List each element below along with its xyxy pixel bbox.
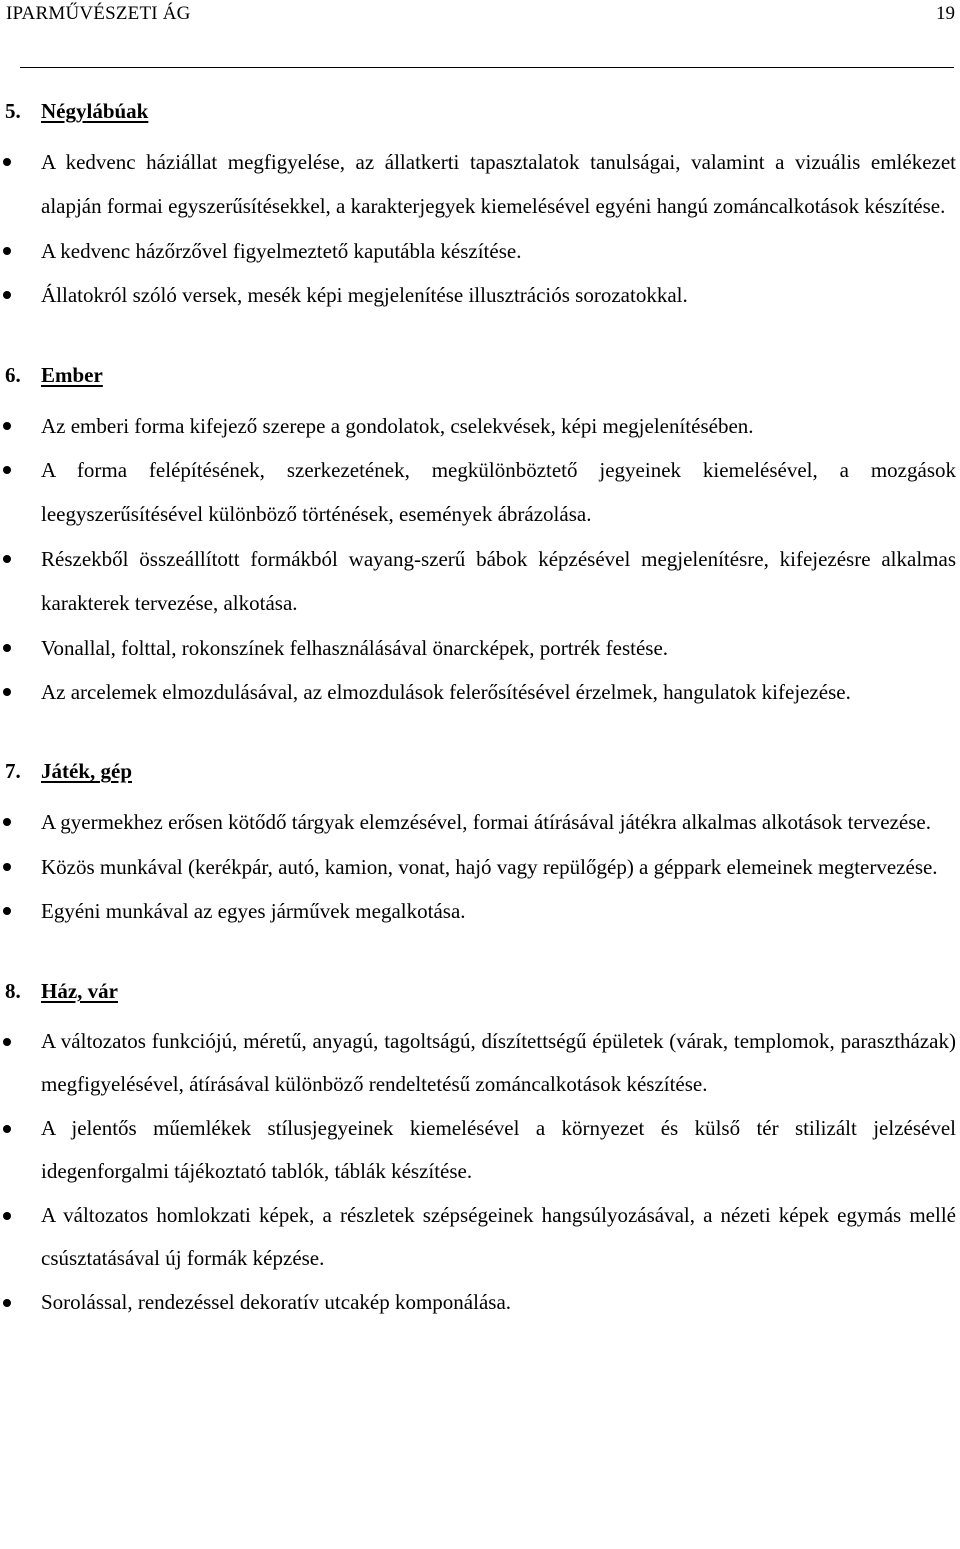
list-item (0, 229, 960, 273)
bullet-icon (3, 644, 11, 652)
bullet-icon (3, 422, 11, 430)
bullet-list (0, 800, 960, 933)
list-item-text: Egyéni munkával az egyes járművek megalkotása. (41, 899, 466, 924)
bullet-icon (3, 1125, 11, 1133)
section-number: 8. (5, 978, 21, 1003)
section-number: 7. (5, 759, 21, 784)
list-item (0, 273, 960, 317)
list-item-text: A változatos funkciójú, méretű, anyagú, tagoltságú, díszítettségű épületek (várak, templomok, parasztházak) megfigyelésével, átírásával különböző rendeltetésű zománcalkotások készítése. (41, 1028, 956, 1097)
list-item-text: Vonallal, folttal, rokonszínek felhasználásával önarcképek, portrék festése. (41, 635, 669, 660)
list-item (0, 845, 960, 889)
section-heading (0, 756, 960, 800)
bullet-list (0, 404, 960, 715)
section-gap (0, 934, 960, 976)
section-heading (0, 360, 960, 404)
list-item-text: A kedvenc háziállat megfigyelése, az állatkerti tapasztalatok tanulságai, valamint a vizuális emlékezet alapján formai egyszerűsítésekkel, a karakterjegyek kiemelésével egyéni hangú zománcalkotások készítése. (41, 150, 956, 219)
page-number: 19 (936, 3, 955, 24)
list-item-text: A gyermekhez erősen kötődő tárgyak elemzésével, formai átírásával játékra alkalmas alkotások tervezése. (41, 810, 931, 835)
page-header (0, 0, 960, 60)
bullet-icon (3, 1299, 11, 1307)
list-item (0, 140, 960, 229)
bullet-icon (3, 688, 11, 696)
list-item-text: Az emberi forma kifejező szerepe a gondolatok, cselekvések, képi megjelenítésében. (41, 413, 754, 438)
list-item-text: Az arcelemek elmozdulásával, az elmozdulások felerősítésével érzelmek, hangulatok kifejezése. (41, 680, 851, 705)
list-item (0, 404, 960, 448)
list-item (0, 626, 960, 670)
list-item (0, 1281, 960, 1325)
list-item-text: Közös munkával (kerékpár, autó, kamion, vonat, hajó vagy repülőgép) a géppark elemeinek megtervezése. (41, 854, 938, 879)
list-item (0, 448, 960, 537)
header-divider (20, 67, 954, 68)
list-item (0, 1107, 960, 1194)
header-title: IPARMŰVÉSZETI ÁG (6, 3, 191, 24)
bullet-icon (3, 1212, 11, 1220)
list-item-text: A forma felépítésének, szerkezetének, megkülönböztető jegyeinek kiemelésével, a mozgások leegyszerűsítésével különböző történések, események ábrázolása. (41, 458, 956, 527)
list-item-text: Sorolással, rendezéssel dekoratív utcakép komponálása. (41, 1289, 512, 1314)
list-item (0, 670, 960, 714)
bullet-icon (3, 1038, 11, 1046)
document-body (0, 96, 960, 1324)
section-gap (0, 714, 960, 756)
bullet-icon (3, 158, 11, 166)
section-gap (0, 318, 960, 360)
section-title: Ember (41, 362, 103, 387)
list-item (0, 889, 960, 933)
bullet-list (0, 140, 960, 318)
bullet-icon (3, 291, 11, 299)
bullet-icon (3, 247, 11, 255)
section-5 (0, 96, 960, 318)
section-6 (0, 360, 960, 715)
bullet-icon (3, 466, 11, 474)
bullet-list (0, 1020, 960, 1325)
bullet-icon (3, 863, 11, 871)
bullet-icon (3, 555, 11, 563)
section-title: Ház, vár (41, 978, 118, 1003)
section-7 (0, 756, 960, 933)
bullet-icon (3, 907, 11, 915)
section-title: Játék, gép (41, 759, 132, 784)
list-item (0, 537, 960, 626)
list-item-text: A kedvenc házőrzővel figyelmeztető kaputábla készítése. (41, 238, 522, 263)
list-item (0, 800, 960, 844)
section-title: Négylábúak (41, 99, 149, 123)
list-item-text: Állatokról szóló versek, mesék képi megjelenítése illusztrációs sorozatokkal. (41, 283, 688, 308)
section-8 (0, 976, 960, 1325)
section-number: 6. (5, 362, 21, 387)
list-item (0, 1020, 960, 1107)
list-item-text: Részekből összeállított formákból wayang-szerű bábok képzésével megjelenítésre, kifejezésre alkalmas karakterek tervezése, alkotása. (41, 546, 956, 616)
list-item-text: A jelentős műemlékek stílusjegyeinek kiemelésével a környezet és külső tér stilizált jelzésével idegenforgalmi tájékoztató tablók, táblák készítése. (41, 1115, 956, 1184)
section-number: 5. (5, 99, 21, 123)
bullet-icon (3, 818, 11, 826)
section-heading (0, 976, 960, 1020)
section-heading (0, 96, 960, 140)
list-item (0, 1194, 960, 1281)
list-item-text: A változatos homlokzati képek, a részletek szépségeinek hangsúlyozásával, a nézeti képek egymás mellé csúsztatásával új formák képzése. (41, 1202, 956, 1271)
